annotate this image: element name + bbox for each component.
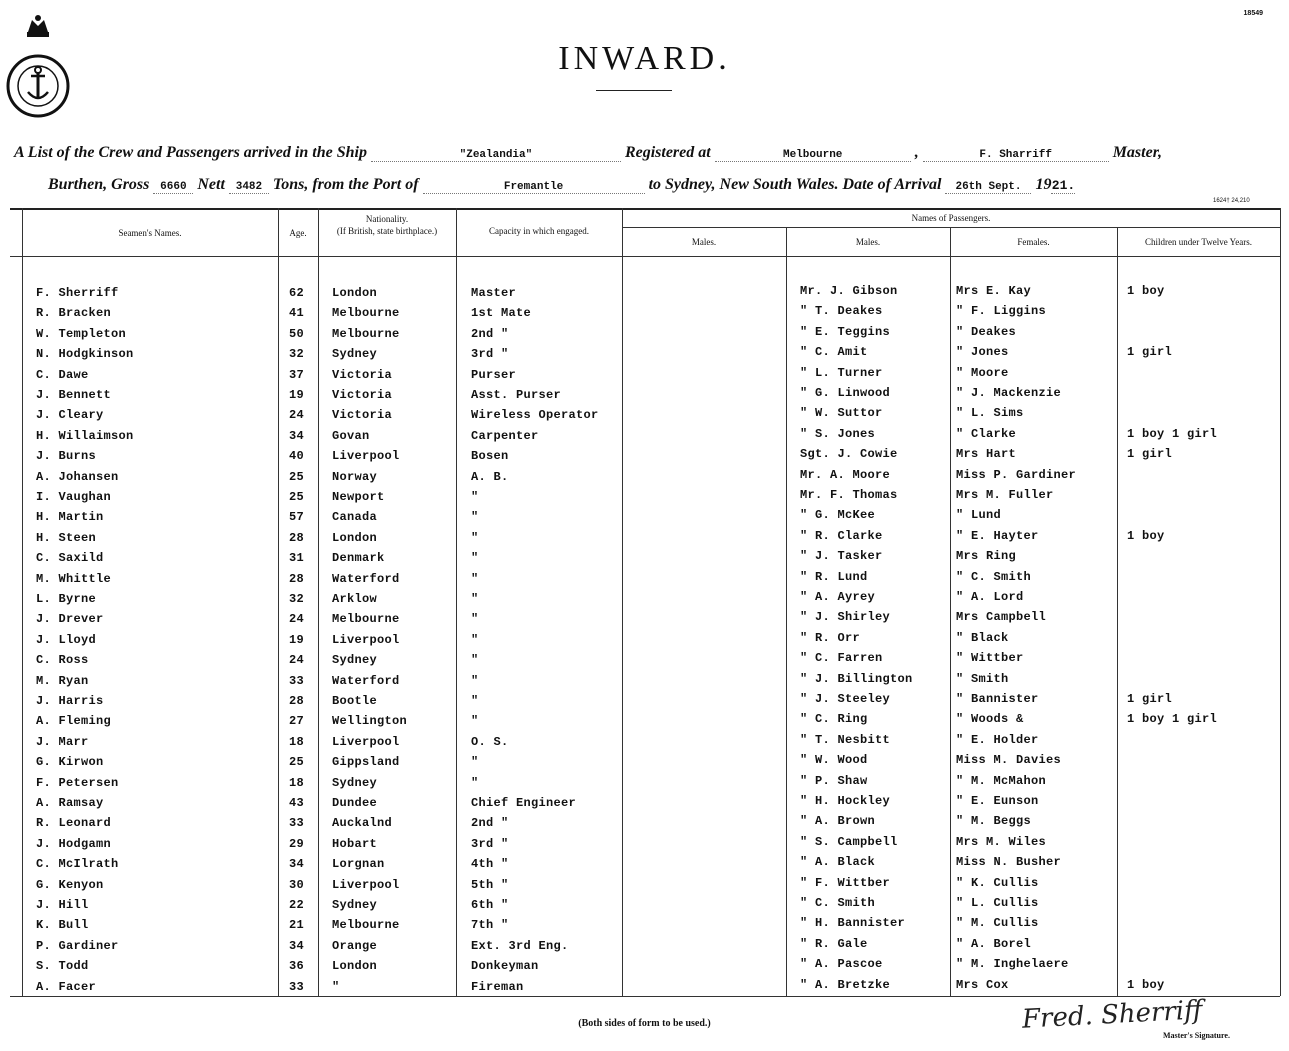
seaman-name: J. Lloyd: [36, 633, 97, 647]
header-males-left: Males.: [691, 237, 717, 247]
female-passenger: " A. Borel: [956, 937, 1032, 951]
year-suffix: 21.: [1051, 178, 1076, 193]
seaman-name: C. Dawe: [36, 368, 89, 382]
seaman-capacity: ": [471, 551, 479, 565]
seaman-capacity: ": [471, 653, 479, 667]
seaman-age: 18: [289, 735, 305, 749]
seaman-capacity: 3rd ": [471, 837, 509, 851]
header-seamen-names: Seamen's Names.: [118, 228, 182, 238]
female-passenger: " M. Cullis: [956, 916, 1039, 930]
seaman-name: I. Vaughan: [36, 490, 112, 504]
children-count: 1 boy: [1127, 978, 1165, 992]
seaman-name: H. Willaimson: [36, 429, 134, 443]
seaman-capacity: ": [471, 674, 479, 688]
seaman-capacity: Master: [471, 286, 517, 300]
burthen-label: Burthen, Gross: [48, 176, 150, 193]
male-passenger: " W. Suttor: [800, 406, 883, 420]
seaman-age: 24: [289, 612, 305, 626]
seaman-age: 33: [289, 816, 305, 830]
col-divider: [278, 208, 279, 996]
seaman-capacity: ": [471, 510, 479, 524]
female-passenger: " Deakes: [956, 325, 1017, 339]
seaman-age: 25: [289, 490, 305, 504]
seaman-nationality: Liverpool: [332, 735, 400, 749]
seaman-capacity: 4th ": [471, 857, 509, 871]
seaman-nationality: Sydney: [332, 347, 378, 361]
registered-at: Melbourne: [715, 149, 911, 162]
seaman-name: L. Byrne: [36, 592, 97, 606]
seaman-age: 33: [289, 674, 305, 688]
seaman-nationality: Liverpool: [332, 633, 400, 647]
seaman-name: K. Bull: [36, 918, 89, 932]
male-passenger: " R. Clarke: [800, 529, 883, 543]
seaman-name: C. Ross: [36, 653, 89, 667]
seaman-capacity: Fireman: [471, 980, 524, 994]
table-top-rule: [10, 208, 1280, 210]
header-nationality: Nationality.: [365, 214, 409, 224]
seaman-nationality: Govan: [332, 429, 370, 443]
male-passenger: " F. Wittber: [800, 876, 891, 890]
male-passenger: " T. Nesbitt: [800, 733, 891, 747]
master-label: Master,: [1112, 144, 1163, 161]
seaman-age: 40: [289, 449, 305, 463]
year-prefix: 19: [1035, 176, 1052, 193]
title-rule: [596, 90, 672, 91]
header-age: Age.: [289, 228, 307, 238]
seaman-age: 32: [289, 347, 305, 361]
col-divider: [1280, 208, 1281, 996]
male-passenger: " S. Jones: [800, 427, 876, 441]
ship-details-line: [14, 144, 1162, 162]
seaman-nationality: Canada: [332, 510, 378, 524]
female-passenger: " J. Mackenzie: [956, 386, 1062, 400]
col-divider: [318, 208, 319, 996]
male-passenger: " L. Turner: [800, 366, 883, 380]
female-passenger: " E. Eunson: [956, 794, 1039, 808]
male-passenger: " R. Gale: [800, 937, 868, 951]
male-passenger: " E. Teggins: [800, 325, 891, 339]
male-passenger: " A. Ayrey: [800, 590, 876, 604]
nett-label: Nett: [197, 176, 225, 193]
seaman-nationality: Arklow: [332, 592, 378, 606]
list-lead-text: A List of the Crew and Passengers arrived in the Ship: [14, 144, 367, 161]
seaman-age: 19: [289, 633, 305, 647]
seaman-name: A. Johansen: [36, 470, 119, 484]
seaman-nationality: Dundee: [332, 796, 378, 810]
form-code: 1624† 24,210: [1213, 198, 1250, 204]
seaman-age: 41: [289, 306, 305, 320]
col-divider: [1117, 227, 1118, 996]
tons-label: Tons, from the Port of: [272, 176, 419, 193]
seaman-nationality: Sydney: [332, 776, 378, 790]
col-divider: [950, 227, 951, 996]
seaman-name: J. Burns: [36, 449, 97, 463]
seaman-name: J. Bennett: [36, 388, 112, 402]
seaman-capacity: O. S.: [471, 735, 509, 749]
seaman-age: 19: [289, 388, 305, 402]
seaman-capacity: Donkeyman: [471, 959, 539, 973]
seaman-age: 25: [289, 755, 305, 769]
female-passenger: " Black: [956, 631, 1009, 645]
seaman-name: G. Kirwon: [36, 755, 104, 769]
seaman-name: P. Gardiner: [36, 939, 119, 953]
female-passenger: Mrs E. Kay: [956, 284, 1032, 298]
male-passenger: " R. Lund: [800, 570, 868, 584]
seaman-name: A. Ramsay: [36, 796, 104, 810]
female-passenger: " Smith: [956, 672, 1009, 686]
col-divider: [622, 208, 623, 996]
seaman-age: 36: [289, 959, 305, 973]
seaman-nationality: Victoria: [332, 368, 393, 382]
seaman-name: N. Hodgkinson: [36, 347, 134, 361]
male-passenger: " J. Shirley: [800, 610, 891, 624]
seaman-nationality: Orange: [332, 939, 378, 953]
page-title: INWARD.: [558, 40, 731, 77]
header-capacity: Capacity in which engaged.: [489, 226, 589, 236]
male-passenger: " A. Brown: [800, 814, 876, 828]
document-number: 18549: [1243, 10, 1263, 17]
seaman-capacity: ": [471, 633, 479, 647]
seaman-capacity: Purser: [471, 368, 517, 382]
seaman-capacity: ": [471, 592, 479, 606]
male-passenger: " W. Wood: [800, 753, 868, 767]
seaman-capacity: 2nd ": [471, 816, 509, 830]
seaman-nationality: Bootle: [332, 694, 378, 708]
seaman-capacity: Carpenter: [471, 429, 539, 443]
seaman-nationality: Waterford: [332, 674, 400, 688]
seaman-capacity: ": [471, 694, 479, 708]
children-count: 1 boy: [1127, 284, 1165, 298]
female-passenger: Mrs Hart: [956, 447, 1017, 461]
seaman-age: 21: [289, 918, 305, 932]
female-passenger: Miss M. Davies: [956, 753, 1062, 767]
seaman-name: A. Facer: [36, 980, 97, 994]
female-passenger: " M. Beggs: [956, 814, 1032, 828]
seaman-nationality: Gippsland: [332, 755, 400, 769]
seaman-nationality: Melbourne: [332, 612, 400, 626]
seaman-nationality: Hobart: [332, 837, 378, 851]
nett-tons: 3482: [229, 181, 269, 194]
comma: ,: [914, 144, 919, 161]
seaman-name: J. Hill: [36, 898, 89, 912]
female-passenger: Mrs Cox: [956, 978, 1009, 992]
seaman-age: 24: [289, 408, 305, 422]
female-passenger: " Lund: [956, 508, 1002, 522]
male-passenger: " J. Steeley: [800, 692, 891, 706]
seaman-capacity: ": [471, 776, 479, 790]
female-passenger: Mrs Campbell: [956, 610, 1047, 624]
seaman-nationality: Newport: [332, 490, 385, 504]
seaman-age: 32: [289, 592, 305, 606]
female-passenger: " F. Liggins: [956, 304, 1047, 318]
header-children: Children under Twelve Years.: [1145, 237, 1252, 247]
female-passenger: " C. Smith: [956, 570, 1032, 584]
male-passenger: " A. Pascoe: [800, 957, 883, 971]
female-passenger: " K. Cullis: [956, 876, 1039, 890]
seaman-age: 57: [289, 510, 305, 524]
male-passenger: Mr. F. Thomas: [800, 488, 898, 502]
seaman-age: 50: [289, 327, 305, 341]
female-passenger: " M. Inghelaere: [956, 957, 1069, 971]
female-passenger: Mrs M. Fuller: [956, 488, 1054, 502]
female-passenger: " Clarke: [956, 427, 1017, 441]
seaman-name: S. Todd: [36, 959, 89, 973]
male-passenger: " A. Black: [800, 855, 876, 869]
seaman-nationality: Melbourne: [332, 306, 400, 320]
seaman-nationality: Norway: [332, 470, 378, 484]
seaman-capacity: 3rd ": [471, 347, 509, 361]
seaman-name: R. Bracken: [36, 306, 112, 320]
header-females: Females.: [1017, 237, 1050, 247]
seaman-capacity: Wireless Operator: [471, 408, 599, 422]
seaman-nationality: Liverpool: [332, 449, 400, 463]
male-passenger: " J. Tasker: [800, 549, 883, 563]
male-passenger: " H. Hockley: [800, 794, 891, 808]
seaman-age: 33: [289, 980, 305, 994]
seaman-capacity: 5th ": [471, 878, 509, 892]
male-passenger: " C. Ring: [800, 712, 868, 726]
children-count: 1 boy: [1127, 529, 1165, 543]
male-passenger: " A. Bretzke: [800, 978, 891, 992]
seaman-age: 18: [289, 776, 305, 790]
seaman-capacity: Bosen: [471, 449, 509, 463]
female-passenger: Mrs Ring: [956, 549, 1017, 563]
seaman-nationality: London: [332, 959, 378, 973]
seaman-name: F. Sherriff: [36, 286, 119, 300]
seaman-name: J. Cleary: [36, 408, 104, 422]
male-passenger: " T. Deakes: [800, 304, 883, 318]
seaman-capacity: ": [471, 572, 479, 586]
header-passengers: Names of Passengers.: [911, 213, 991, 223]
seaman-age: 27: [289, 714, 305, 728]
col-divider: [456, 208, 457, 996]
master-name: F. Sharriff: [923, 149, 1109, 162]
seaman-capacity: ": [471, 490, 479, 504]
seaman-nationality: Victoria: [332, 388, 393, 402]
female-passenger: " A. Lord: [956, 590, 1024, 604]
header-males: Males.: [855, 237, 881, 247]
female-passenger: Miss N. Busher: [956, 855, 1062, 869]
male-passenger: " G. McKee: [800, 508, 876, 522]
female-passenger: " E. Holder: [956, 733, 1039, 747]
footer-note: (Both sides of form to be used.): [578, 1018, 711, 1029]
male-passenger: " C. Farren: [800, 651, 883, 665]
arrival-date: 26th Sept.: [945, 181, 1031, 194]
female-passenger: " E. Hayter: [956, 529, 1039, 543]
seaman-capacity: 1st Mate: [471, 306, 532, 320]
ship-name: "Zealandia": [371, 149, 621, 162]
seaman-nationality: ": [332, 980, 340, 994]
master-signature: Fred. Sherriff: [1021, 995, 1204, 1035]
header-nationality-sub: (If British, state birthplace.): [336, 226, 438, 236]
seaman-capacity: ": [471, 714, 479, 728]
seaman-nationality: Melbourne: [332, 327, 400, 341]
table-bottom-rule: [10, 996, 1280, 997]
children-count: 1 girl: [1127, 345, 1173, 359]
male-passenger: " S. Campbell: [800, 835, 898, 849]
seaman-capacity: ": [471, 531, 479, 545]
female-passenger: " Bannister: [956, 692, 1039, 706]
female-passenger: " M. McMahon: [956, 774, 1047, 788]
seaman-nationality: Victoria: [332, 408, 393, 422]
male-passenger: " C. Smith: [800, 896, 876, 910]
seaman-name: J. Hodgamn: [36, 837, 112, 851]
seaman-capacity: ": [471, 612, 479, 626]
seaman-capacity: A. B.: [471, 470, 509, 484]
seaman-nationality: London: [332, 531, 378, 545]
seaman-age: 28: [289, 694, 305, 708]
male-passenger: " J. Billington: [800, 672, 913, 686]
male-passenger: Mr. J. Gibson: [800, 284, 898, 298]
children-count: 1 girl: [1127, 692, 1173, 706]
male-passenger: Mr. A. Moore: [800, 468, 891, 482]
gross-tons: 6660: [153, 181, 193, 194]
seaman-age: 37: [289, 368, 305, 382]
seaman-capacity: 7th ": [471, 918, 509, 932]
seaman-capacity: Chief Engineer: [471, 796, 577, 810]
female-passenger: " L. Sims: [956, 406, 1024, 420]
seaman-age: 28: [289, 531, 305, 545]
seaman-name: H. Steen: [36, 531, 97, 545]
female-passenger: " Jones: [956, 345, 1009, 359]
female-passenger: " L. Cullis: [956, 896, 1039, 910]
seaman-age: 28: [289, 572, 305, 586]
seaman-nationality: Sydney: [332, 898, 378, 912]
seaman-name: C. McIlrath: [36, 857, 119, 871]
seaman-name: A. Fleming: [36, 714, 112, 728]
passenger-subheader-rule: [622, 227, 1280, 228]
registered-label: Registered at: [624, 144, 711, 161]
female-passenger: " Wittber: [956, 651, 1024, 665]
seaman-name: R. Leonard: [36, 816, 112, 830]
seaman-nationality: Wellington: [332, 714, 408, 728]
seaman-name: G. Kenyon: [36, 878, 104, 892]
seaman-capacity: ": [471, 755, 479, 769]
seaman-name: F. Petersen: [36, 776, 119, 790]
seaman-capacity: Ext. 3rd Eng.: [471, 939, 569, 953]
seaman-name: C. Saxild: [36, 551, 104, 565]
seaman-capacity: 2nd ": [471, 327, 509, 341]
seaman-age: 62: [289, 286, 305, 300]
seaman-capacity: 6th ": [471, 898, 509, 912]
female-passenger: Miss P. Gardiner: [956, 468, 1077, 482]
seaman-age: 30: [289, 878, 305, 892]
children-count: 1 girl: [1127, 447, 1173, 461]
destination-label: to Sydney, New South Wales.: [648, 176, 839, 193]
seaman-name: M. Whittle: [36, 572, 112, 586]
seaman-nationality: Liverpool: [332, 878, 400, 892]
seaman-age: 29: [289, 837, 305, 851]
seaman-age: 31: [289, 551, 305, 565]
seaman-age: 34: [289, 939, 305, 953]
seaman-age: 43: [289, 796, 305, 810]
header-bottom-rule: [10, 256, 1280, 257]
male-passenger: " H. Bannister: [800, 916, 906, 930]
seaman-nationality: Waterford: [332, 572, 400, 586]
seaman-age: 24: [289, 653, 305, 667]
seaman-name: M. Ryan: [36, 674, 89, 688]
children-count: 1 boy 1 girl: [1127, 712, 1218, 726]
female-passenger: " Moore: [956, 366, 1009, 380]
seaman-age: 25: [289, 470, 305, 484]
male-passenger: " G. Linwood: [800, 386, 891, 400]
seaman-nationality: London: [332, 286, 378, 300]
seaman-name: J. Harris: [36, 694, 104, 708]
signature-label: Master's Signature.: [1163, 1031, 1230, 1040]
col-divider: [22, 208, 23, 996]
seaman-age: 34: [289, 857, 305, 871]
seaman-nationality: Melbourne: [332, 918, 400, 932]
seaman-name: H. Martin: [36, 510, 104, 524]
female-passenger: Mrs M. Wiles: [956, 835, 1047, 849]
seaman-age: 34: [289, 429, 305, 443]
seaman-nationality: Auckalnd: [332, 816, 393, 830]
seaman-name: J. Marr: [36, 735, 89, 749]
male-passenger: Sgt. J. Cowie: [800, 447, 898, 461]
burthen-line: [48, 176, 1075, 194]
seaman-nationality: Denmark: [332, 551, 385, 565]
seaman-name: J. Drever: [36, 612, 104, 626]
col-divider: [786, 227, 787, 996]
female-passenger: " Woods &: [956, 712, 1024, 726]
seaman-name: W. Templeton: [36, 327, 127, 341]
children-count: 1 boy 1 girl: [1127, 427, 1218, 441]
male-passenger: " R. Orr: [800, 631, 861, 645]
port-from: Fremantle: [423, 181, 645, 194]
seaman-nationality: Lorgnan: [332, 857, 385, 871]
male-passenger: " P. Shaw: [800, 774, 868, 788]
date-label: Date of Arrival: [842, 176, 942, 193]
seaman-capacity: Asst. Purser: [471, 388, 562, 402]
seaman-nationality: Sydney: [332, 653, 378, 667]
seaman-age: 22: [289, 898, 305, 912]
male-passenger: " C. Amit: [800, 345, 868, 359]
